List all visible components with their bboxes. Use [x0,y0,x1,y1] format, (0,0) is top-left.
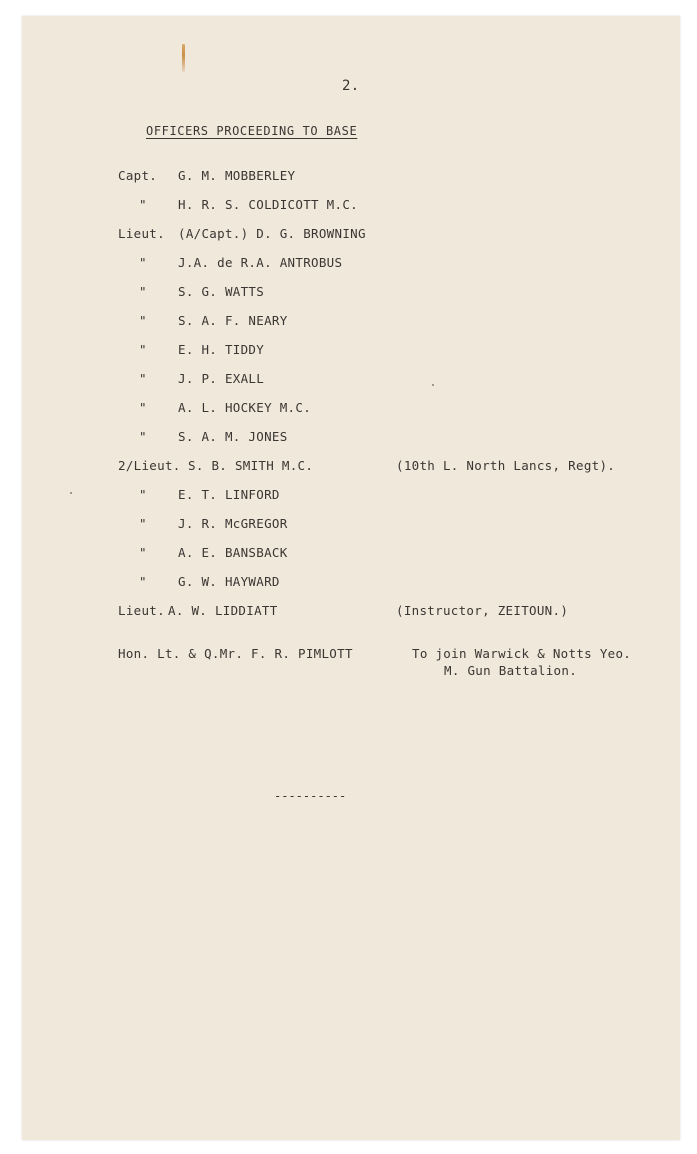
document-title: OFFICERS PROCEEDING TO BASE [146,124,358,138]
ditto-mark: " [139,545,147,560]
officer-entry [22,487,680,505]
ditto-mark: " [139,400,147,415]
officer-entry [22,603,680,621]
officer-entry [22,516,680,534]
officer-entry [22,255,680,273]
officer-note: (Instructor, ZEITOUN.) [396,603,569,618]
officer-name: A. E. BANSBACK [178,545,288,560]
officer-entry [22,429,680,447]
officer-entry [22,545,680,563]
officer-note-line2: M. Gun Battalion. [444,663,578,678]
officer-entry [22,313,680,331]
officer-name: E. H. TIDDY [178,342,265,357]
officer-name: S. B. SMITH M.C. [188,458,314,473]
officer-name: A. L. HOCKEY M.C. [178,400,312,415]
officer-name: J. P. EXALL [178,371,265,386]
officer-rank: Lieut. [118,603,165,618]
final-entry [22,646,680,664]
officer-name: Hon. Lt. & Q.Mr. F. R. PIMLOTT [118,646,353,661]
page-number: 2. [342,78,360,94]
officer-entry [22,400,680,418]
officer-name: H. R. S. COLDICOTT M.C. [178,197,358,212]
document-page [22,16,680,1140]
ditto-mark: " [139,429,147,444]
officer-rank: Lieut. [118,226,165,241]
ditto-mark: " [139,371,147,386]
final-entry-note-line2 [22,663,680,681]
ditto-mark: " [139,342,147,357]
officer-note: To join Warwick & Notts Yeo. [412,646,632,661]
officer-entry [22,226,680,244]
officer-name: (A/Capt.) D. G. BROWNING [178,226,366,241]
ditto-mark: " [139,284,147,299]
officer-name: G. W. HAYWARD [178,574,280,589]
closing-rule: ---------- [274,789,347,803]
officer-name: A. W. LIDDIATT [168,603,278,618]
officer-name: G. M. MOBBERLEY [178,168,296,183]
officer-entry [22,371,680,389]
officer-entry [22,168,680,186]
officer-name: S. A. M. JONES [178,429,288,444]
officer-name: E. T. LINFORD [178,487,280,502]
officer-rank: 2/Lieut. [118,458,181,473]
officer-entry [22,342,680,360]
ditto-mark: " [139,313,147,328]
ditto-mark: " [139,197,147,212]
officer-note: (10th L. North Lancs, Regt). [396,458,616,473]
ditto-mark: " [139,516,147,531]
officer-rank: Capt. [118,168,158,183]
officer-entry [22,574,680,592]
paper-stain [182,44,185,72]
officer-entry [22,197,680,215]
officer-name: S. A. F. NEARY [178,313,288,328]
ditto-mark: " [139,487,147,502]
officer-entry [22,458,680,476]
officer-entry [22,284,680,302]
ditto-mark: " [139,574,147,589]
officer-name: S. G. WATTS [178,284,265,299]
ditto-mark: " [139,255,147,270]
officer-name: J.A. de R.A. ANTROBUS [178,255,343,270]
officer-name: J. R. McGREGOR [178,516,288,531]
